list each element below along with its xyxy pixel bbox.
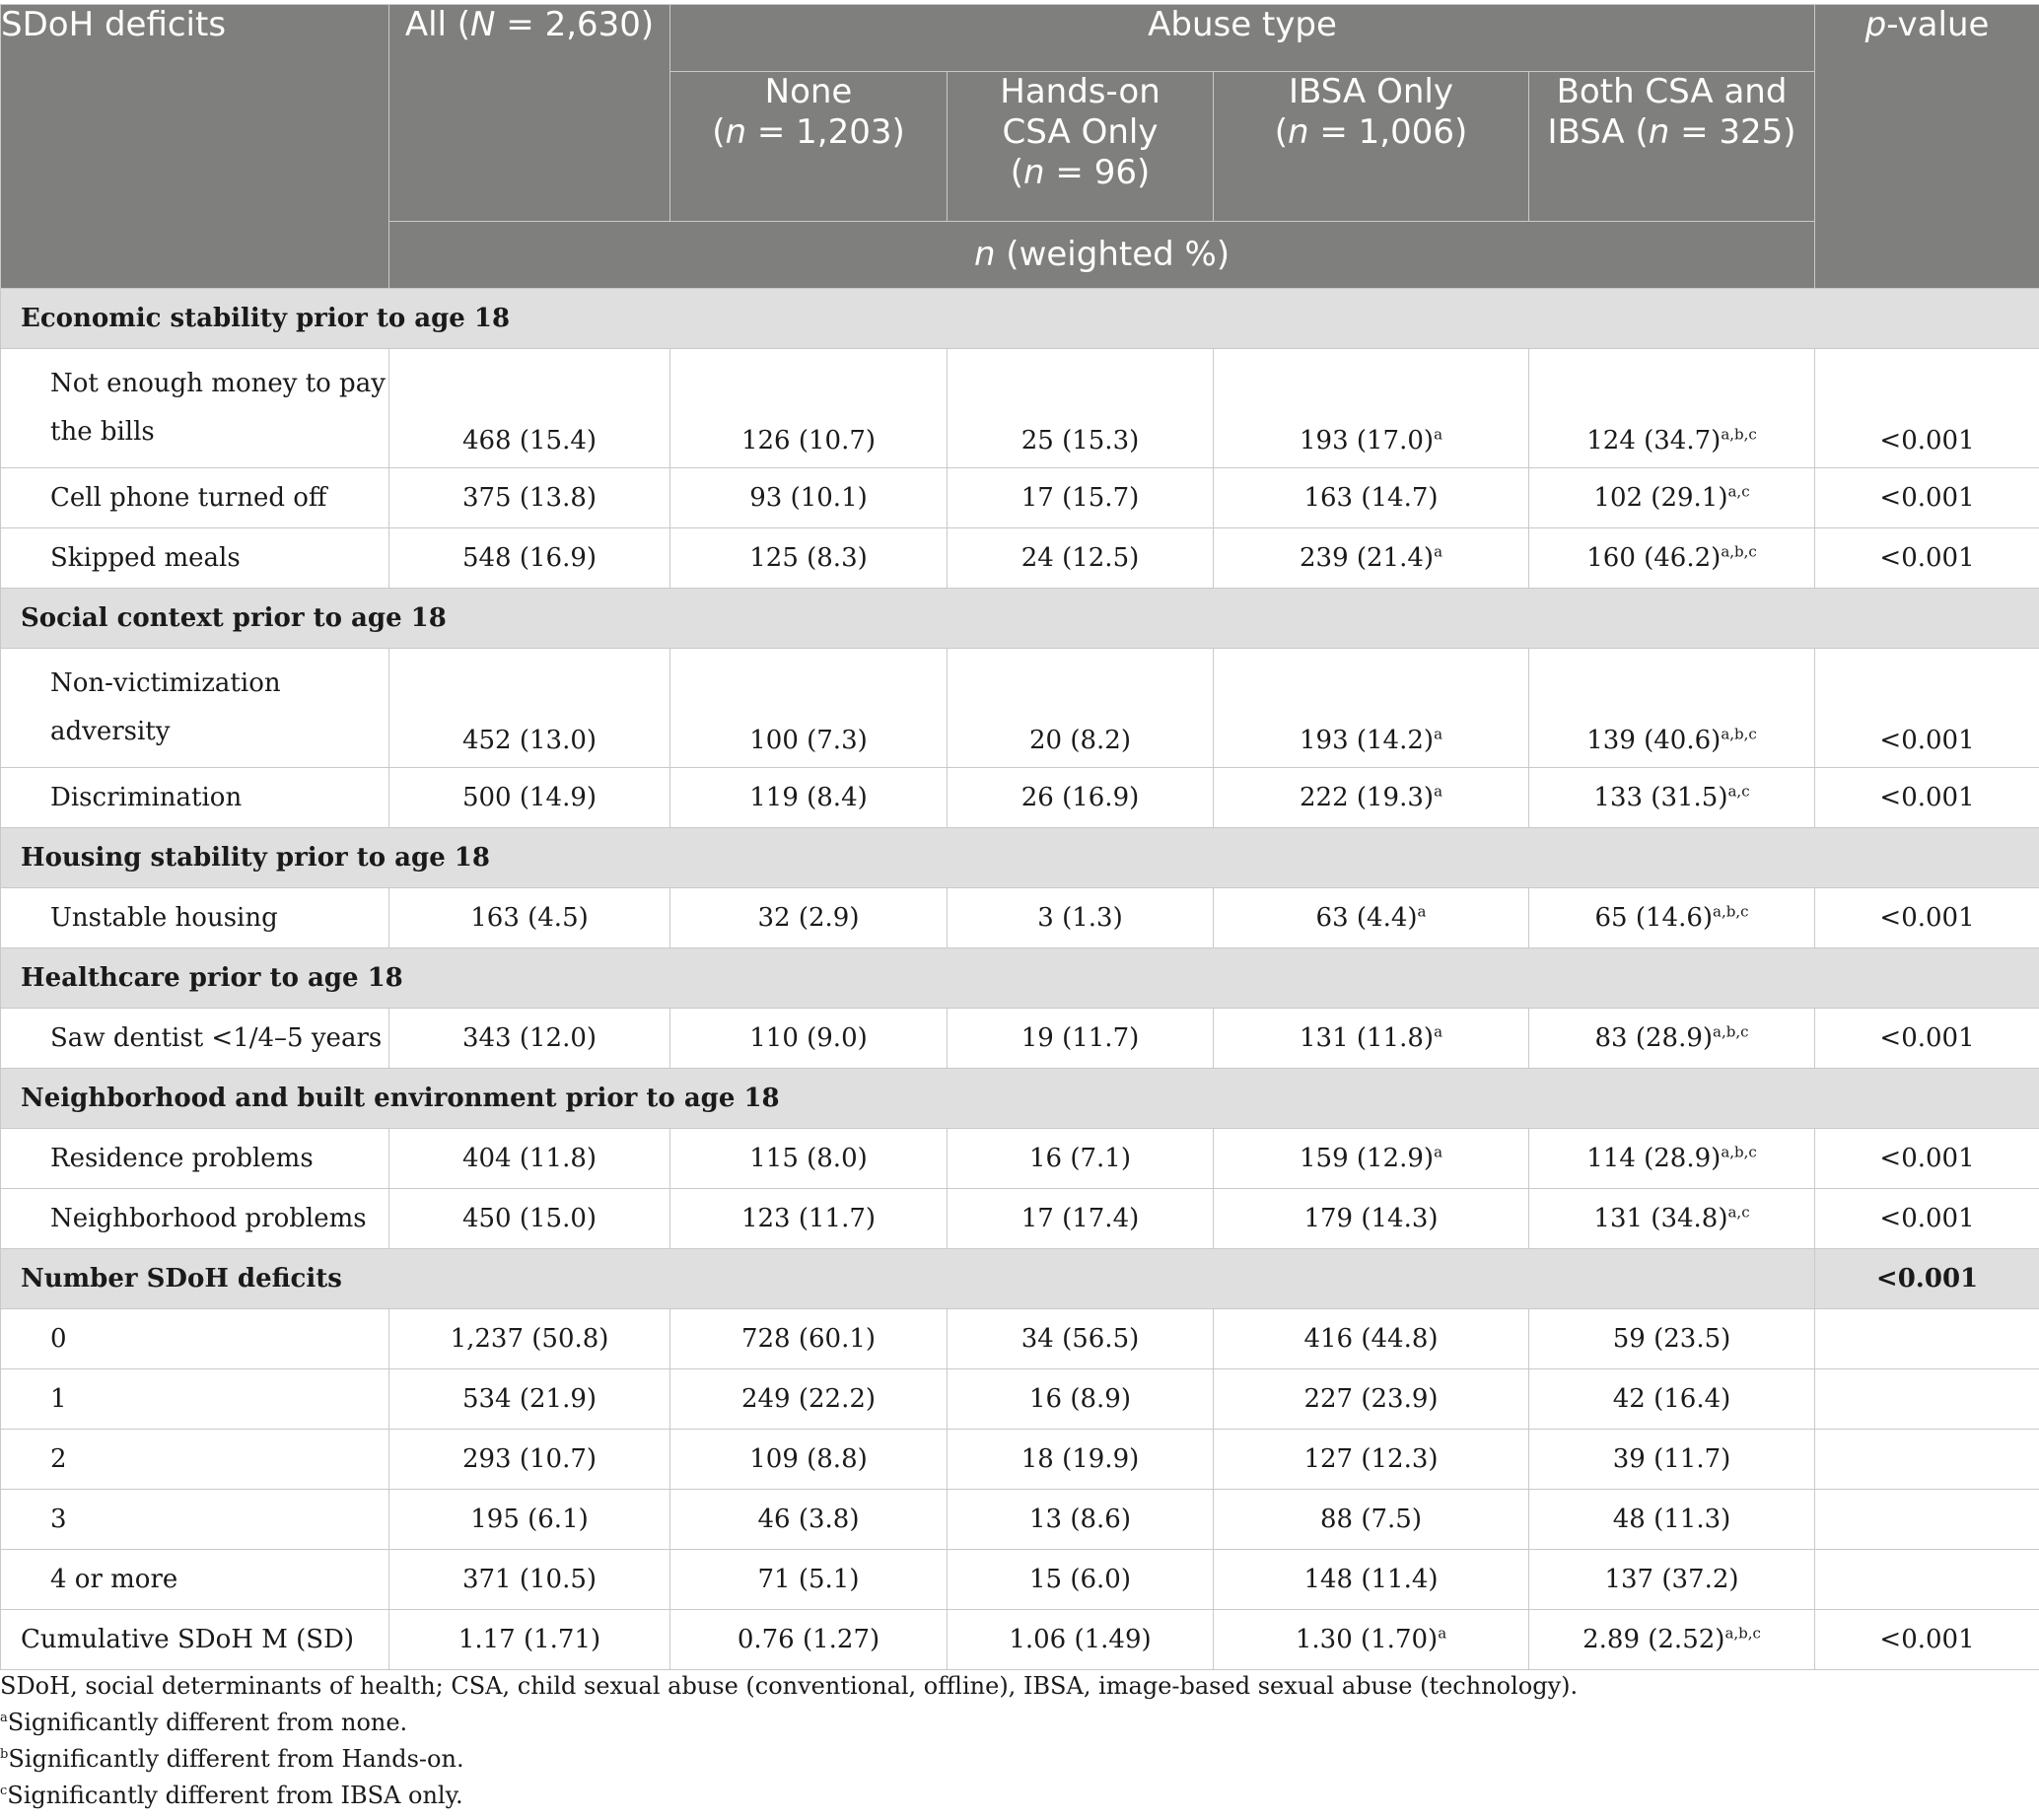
cell-both: 48 (11.3)	[1529, 1490, 1815, 1550]
cell-both: 2.89 $(2.52)^{a,b,c}$	[1529, 1610, 1815, 1670]
row-label: Unstable housing	[1, 888, 389, 948]
cell-hands-on: 34 (56.5)	[948, 1309, 1214, 1369]
cell-hands-on: 24 (12.5)	[948, 528, 1214, 589]
header-group-ibsa-only: IBSA Only (n = 1,006)	[1214, 72, 1529, 222]
cell-p	[1815, 1309, 2039, 1369]
cell-p: <0.001	[1815, 1249, 2039, 1309]
cell-hands-on: 3 (1.3)	[948, 888, 1214, 948]
header-sdoh-deficits: SDoH deficits	[1, 5, 389, 289]
cell-p	[1815, 1490, 2039, 1550]
table-row	[1, 1550, 2039, 1610]
cell-ibsa: 193 $(17.0)^a$	[1214, 349, 1529, 468]
header-group-hands-on: Hands-on CSA Only (n = 96)	[948, 72, 1214, 222]
cell-hands-on: 18 (19.9)	[948, 1430, 1214, 1490]
cell-p: <0.001	[1815, 649, 2039, 768]
cell-p: <0.001	[1815, 1610, 2039, 1670]
cell-none: 119 (8.4)	[670, 768, 948, 828]
table-footnotes	[0, 1668, 2031, 1814]
cell-both: 137 (37.2)	[1529, 1550, 1815, 1610]
cell-none: 109 (8.8)	[670, 1430, 948, 1490]
cell-p: <0.001	[1815, 468, 2039, 528]
cell-ibsa: 148 (11.4)	[1214, 1550, 1529, 1610]
cell-ibsa: 416 (44.8)	[1214, 1309, 1529, 1369]
row-label: 1	[1, 1369, 389, 1430]
row-label: Cell phone turned off	[1, 468, 389, 528]
cell-none: 46 (3.8)	[670, 1490, 948, 1550]
section-title-economic: Economic stability prior to age 18	[1, 289, 2039, 349]
cell-all: 1,237 (50.8)	[389, 1309, 670, 1369]
cell-none: 126 (10.7)	[670, 349, 948, 468]
footnote-a: $^a$Significantly different from none.	[0, 1709, 408, 1736]
row-label: Non-victimization adversity	[1, 649, 389, 768]
cell-none: 125 (8.3)	[670, 528, 948, 589]
table-row	[1, 649, 2039, 768]
cell-both: 139 $(40.6)^{a,b,c}$	[1529, 649, 1815, 768]
cell-hands-on: 16 (8.9)	[948, 1369, 1214, 1430]
row-label: 3	[1, 1490, 389, 1550]
section-row	[1, 828, 2039, 888]
cell-hands-on: 15 (6.0)	[948, 1550, 1214, 1610]
cell-none: 0.76 (1.27)	[670, 1610, 948, 1670]
row-label: Cumulative SDoH M (SD)	[1, 1610, 389, 1670]
row-label: Residence problems	[1, 1129, 389, 1189]
cell-p: <0.001	[1815, 528, 2039, 589]
cell-p: <0.001	[1815, 1009, 2039, 1069]
cell-both: 160 $(46.2)^{a,b,c}$	[1529, 528, 1815, 589]
row-label: Neighborhood problems	[1, 1189, 389, 1249]
header-all: All (N = 2,630)	[389, 5, 670, 222]
table-row	[1, 468, 2039, 528]
cell-both: 42 (16.4)	[1529, 1369, 1815, 1430]
row-label: 2	[1, 1430, 389, 1490]
cell-all: 163 (4.5)	[389, 888, 670, 948]
header-p-value: p-value	[1815, 5, 2039, 289]
cell-ibsa: 131 $(11.8)^a$	[1214, 1009, 1529, 1069]
cell-both: 133 $(31.5)^{a,c}$	[1529, 768, 1815, 828]
sdoh-abuse-table	[0, 4, 2039, 1670]
section-title-housing: Housing stability prior to age 18	[1, 828, 2039, 888]
table-row	[1, 1309, 2039, 1369]
cell-ibsa: 239 $(21.4)^a$	[1214, 528, 1529, 589]
cell-all: 548 (16.9)	[389, 528, 670, 589]
cell-both: 114 $(28.9)^{a,b,c}$	[1529, 1129, 1815, 1189]
cell-all: 404 (11.8)	[389, 1129, 670, 1189]
cell-both: 83 $(28.9)^{a,b,c}$	[1529, 1009, 1815, 1069]
cell-hands-on: 20 (8.2)	[948, 649, 1214, 768]
cell-p	[1815, 1550, 2039, 1610]
section-title-social: Social context prior to age 18	[1, 589, 2039, 649]
table-row	[1, 1610, 2039, 1670]
section-title-number: Number SDoH deficits	[1, 1249, 1815, 1309]
section-row	[1, 1069, 2039, 1129]
cell-hands-on: 19 (11.7)	[948, 1009, 1214, 1069]
cell-all: 371 (10.5)	[389, 1550, 670, 1610]
cell-ibsa: 227 (23.9)	[1214, 1369, 1529, 1430]
table-row	[1, 1129, 2039, 1189]
table-row	[1, 888, 2039, 948]
cell-both: 131 $(34.8)^{a,c}$	[1529, 1189, 1815, 1249]
footnote-abbreviations: SDoH, social determinants of health; CSA, child sexual abuse (conventional, offline), IBSA, image-based sexual abuse (technology).	[0, 1672, 1579, 1700]
cell-ibsa: 63 $(4.4)^a$	[1214, 888, 1529, 948]
cell-both: 65 $(14.6)^{a,b,c}$	[1529, 888, 1815, 948]
row-label: 0	[1, 1309, 389, 1369]
cell-p: <0.001	[1815, 768, 2039, 828]
cell-none: 93 (10.1)	[670, 468, 948, 528]
table-row	[1, 1490, 2039, 1550]
header-group-both: Both CSA and IBSA (n = 325)	[1529, 72, 1815, 222]
section-row	[1, 289, 2039, 349]
cell-hands-on: 25 (15.3)	[948, 349, 1214, 468]
section-title-neighborhood: Neighborhood and built environment prior to age 18	[1, 1069, 2039, 1129]
cell-ibsa: 179 (14.3)	[1214, 1189, 1529, 1249]
cell-ibsa: 159 $(12.9)^a$	[1214, 1129, 1529, 1189]
table-row	[1, 1189, 2039, 1249]
cell-all: 468 (15.4)	[389, 349, 670, 468]
cell-ibsa: 222 $(19.3)^a$	[1214, 768, 1529, 828]
cell-both: 39 (11.7)	[1529, 1430, 1815, 1490]
row-label: Saw dentist <1/4–5 years	[1, 1009, 389, 1069]
cell-p: <0.001	[1815, 888, 2039, 948]
cell-p	[1815, 1369, 2039, 1430]
cell-none: 32 (2.9)	[670, 888, 948, 948]
section-title-healthcare: Healthcare prior to age 18	[1, 948, 2039, 1009]
cell-ibsa: 88 (7.5)	[1214, 1490, 1529, 1550]
cell-all: 534 (21.9)	[389, 1369, 670, 1430]
cell-hands-on: 1.06 (1.49)	[948, 1610, 1214, 1670]
cell-all: 375 (13.8)	[389, 468, 670, 528]
row-label: Discrimination	[1, 768, 389, 828]
section-row	[1, 589, 2039, 649]
cell-all: 450 (15.0)	[389, 1189, 670, 1249]
cell-none: 110 (9.0)	[670, 1009, 948, 1069]
cell-all: 500 (14.9)	[389, 768, 670, 828]
cell-none: 115 (8.0)	[670, 1129, 948, 1189]
cell-none: 71 (5.1)	[670, 1550, 948, 1610]
cell-all: 1.17 (1.71)	[389, 1610, 670, 1670]
cell-ibsa: 163 (14.7)	[1214, 468, 1529, 528]
cell-none: 100 (7.3)	[670, 649, 948, 768]
table-row	[1, 768, 2039, 828]
cell-both: 102 $(29.1)^{a,c}$	[1529, 468, 1815, 528]
cell-p: <0.001	[1815, 1129, 2039, 1189]
cell-all: 452 (13.0)	[389, 649, 670, 768]
cell-all: 195 (6.1)	[389, 1490, 670, 1550]
cell-ibsa: 193 $(14.2)^a$	[1214, 649, 1529, 768]
cell-p: <0.001	[1815, 1189, 2039, 1249]
footnote-b: $^b$Significantly different from Hands-on.	[0, 1745, 464, 1773]
cell-hands-on: 16 (7.1)	[948, 1129, 1214, 1189]
cell-none: 249 (22.2)	[670, 1369, 948, 1430]
cell-p	[1815, 1430, 2039, 1490]
cell-all: 293 (10.7)	[389, 1430, 670, 1490]
header-group-none: None (n = 1,203)	[670, 72, 948, 222]
header-abuse-type: Abuse type	[670, 5, 1815, 72]
cell-none: 728 (60.1)	[670, 1309, 948, 1369]
section-row	[1, 948, 2039, 1009]
table-row	[1, 1430, 2039, 1490]
row-label: Skipped meals	[1, 528, 389, 589]
cell-hands-on: 13 (8.6)	[948, 1490, 1214, 1550]
table-row	[1, 1009, 2039, 1069]
section-row	[1, 1249, 2039, 1309]
cell-ibsa: 1.30 $(1.70)^a$	[1214, 1610, 1529, 1670]
footnote-c: $^c$Significantly different from IBSA only.	[0, 1782, 463, 1809]
table-row	[1, 528, 2039, 589]
table-row	[1, 1369, 2039, 1430]
cell-none: 123 (11.7)	[670, 1189, 948, 1249]
cell-ibsa: 127 (12.3)	[1214, 1430, 1529, 1490]
cell-hands-on: 26 (16.9)	[948, 768, 1214, 828]
cell-p: <0.001	[1815, 349, 2039, 468]
row-label: Not enough money to pay the bills	[1, 349, 389, 468]
cell-hands-on: 17 (17.4)	[948, 1189, 1214, 1249]
header-unit: n (weighted %)	[389, 222, 1815, 289]
cell-both: 124 $(34.7)^{a,b,c}$	[1529, 349, 1815, 468]
cell-hands-on: 17 (15.7)	[948, 468, 1214, 528]
cell-all: 343 (12.0)	[389, 1009, 670, 1069]
table-row	[1, 349, 2039, 468]
row-label: 4 or more	[1, 1550, 389, 1610]
cell-both: 59 (23.5)	[1529, 1309, 1815, 1369]
